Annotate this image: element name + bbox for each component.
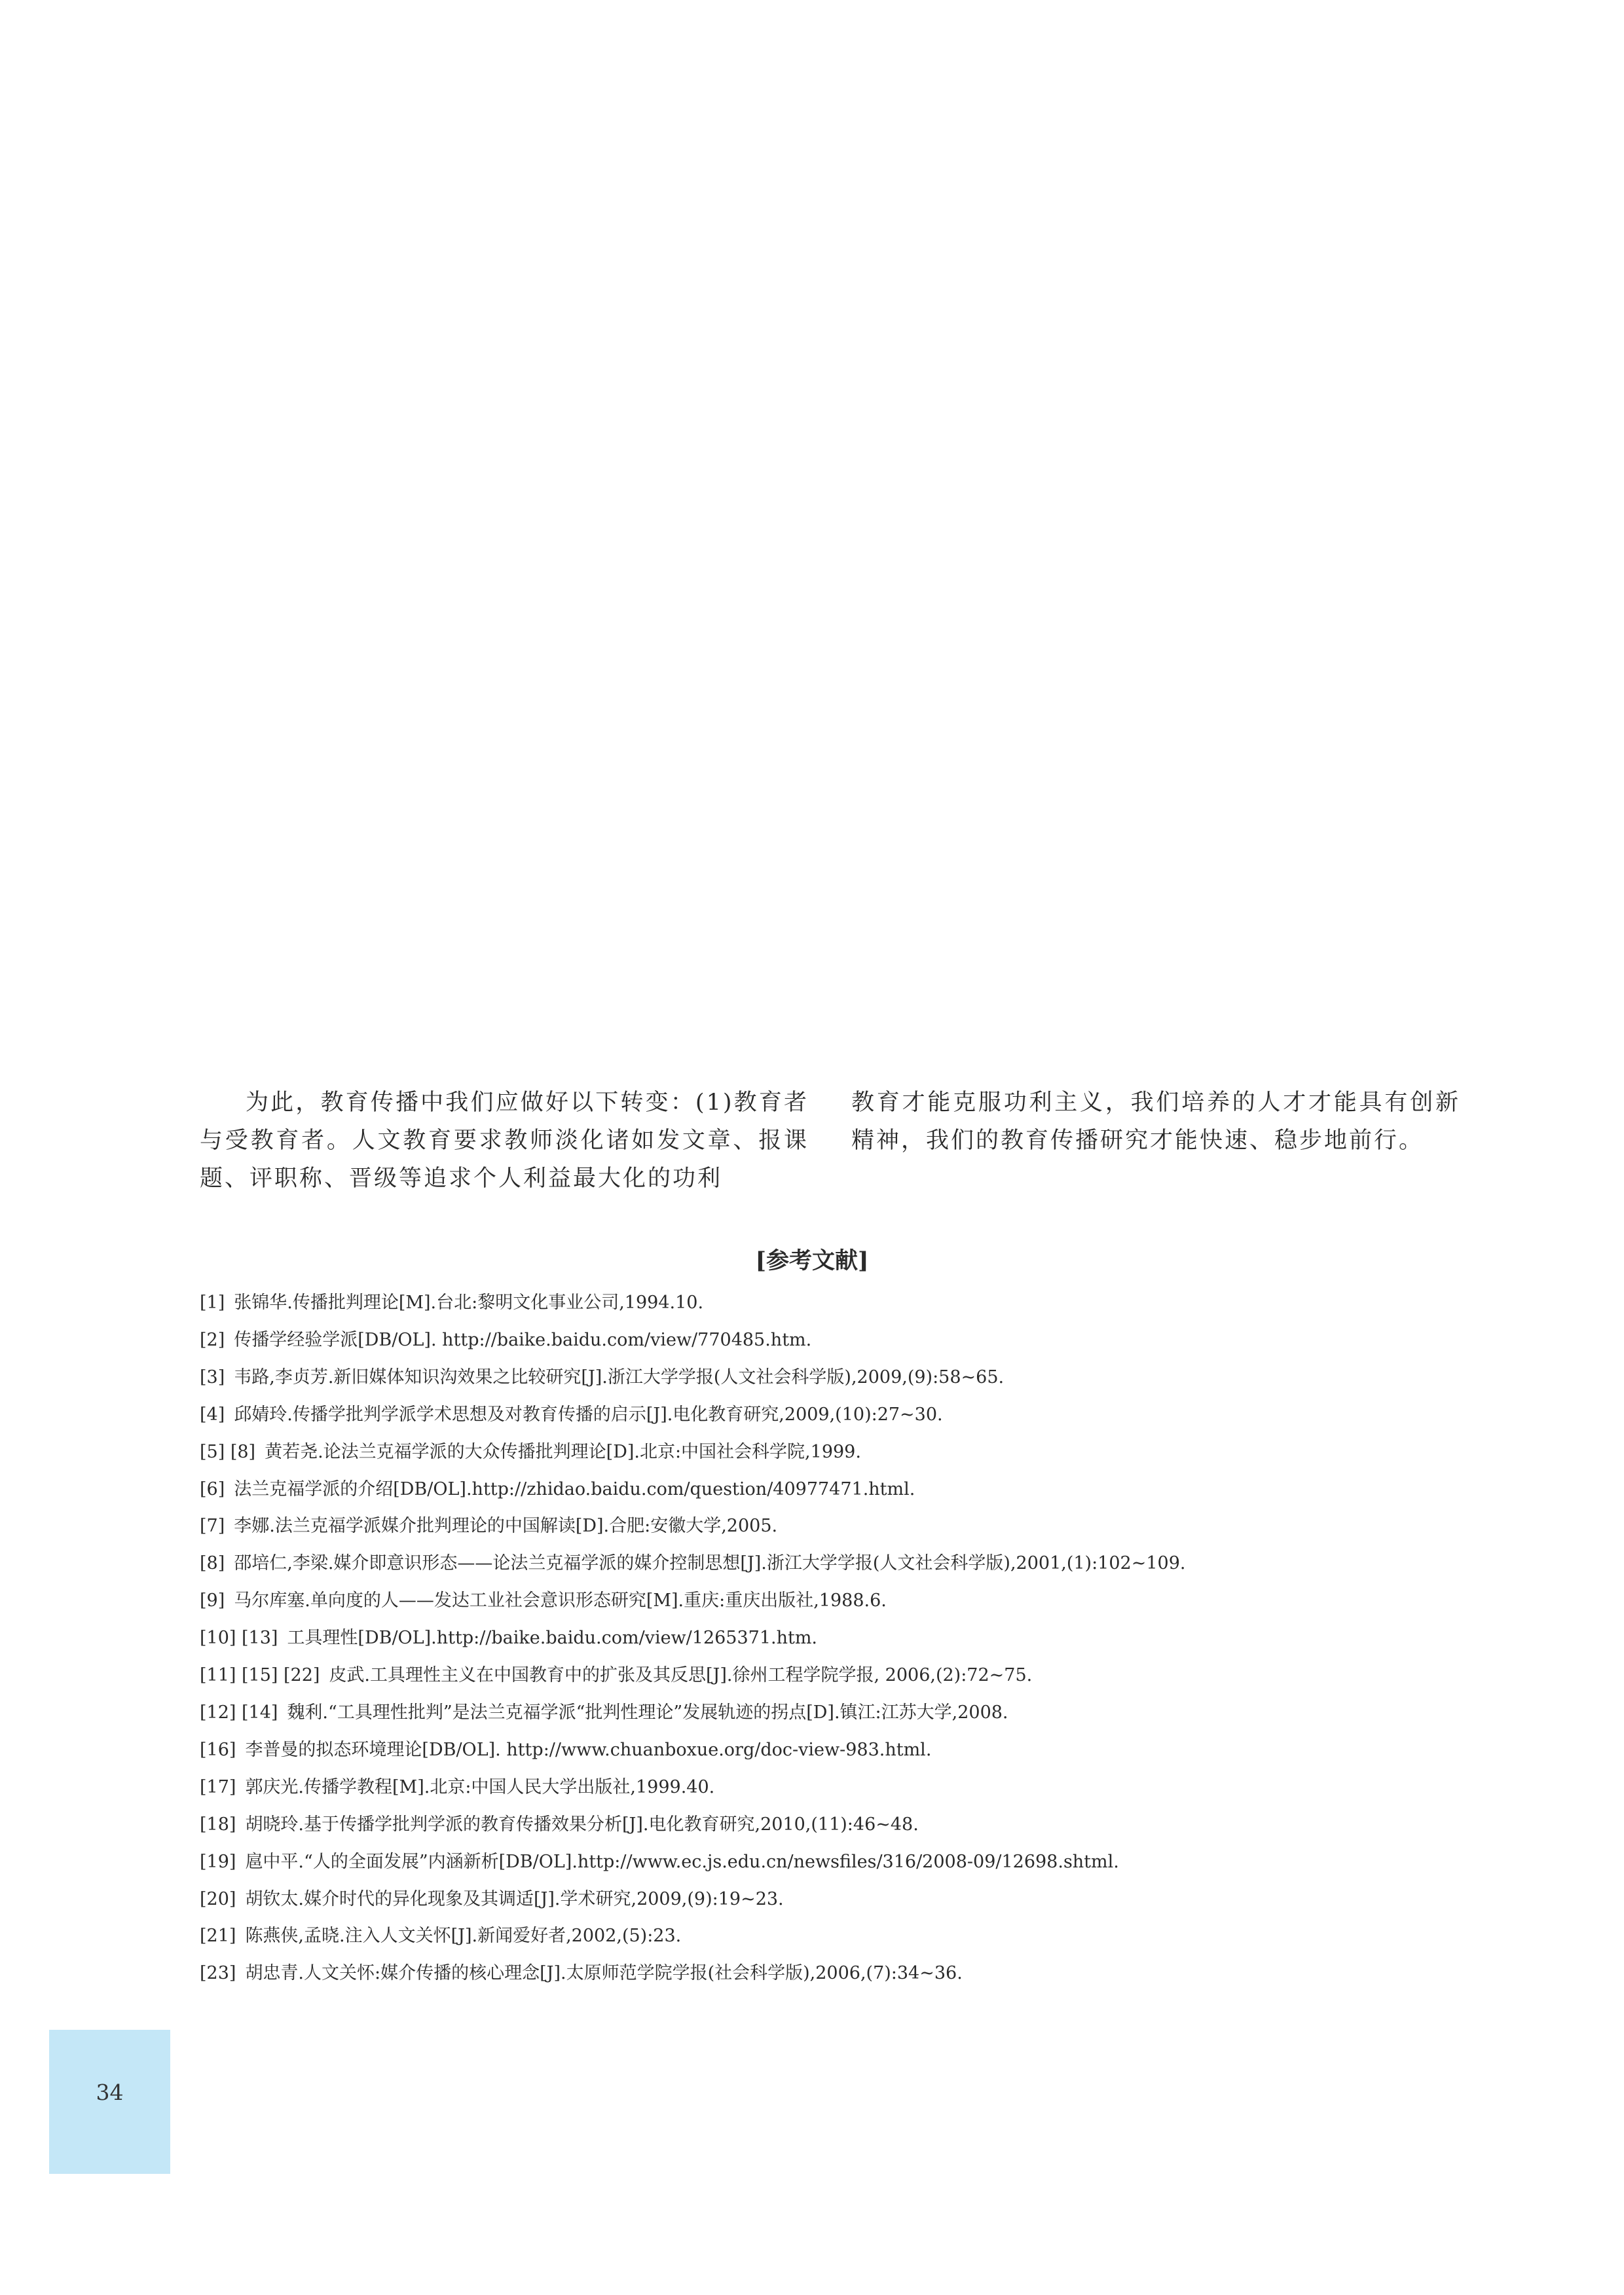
references-heading: [参考文献] bbox=[755, 1247, 869, 1274]
reference-item bbox=[200, 1695, 1470, 1732]
reference-item bbox=[200, 1881, 1470, 1919]
reference-text: 传播学经验学派[DB/OL]. http://baike.baidu.com/view/770485.htm. bbox=[234, 1329, 812, 1350]
reference-text: 马尔库塞.单向度的人——发达工业社会意识形态研究[M].重庆:重庆出版社,1988.6. bbox=[234, 1590, 887, 1611]
reference-number: [17] bbox=[200, 1776, 236, 1797]
reference-item bbox=[200, 1471, 1470, 1509]
reference-item bbox=[200, 1285, 1470, 1322]
reference-item bbox=[200, 1359, 1470, 1397]
body-paragraph-left: 为此，教育传播中我们应做好以下转变：(1)教育者与受教育者。人文教育要求教师淡化诸如发文章、报课题、评职称、晋级等追求个人利益最大化的功利 bbox=[200, 1090, 809, 1192]
reference-number: [8] bbox=[200, 1553, 225, 1574]
reference-number: [3] bbox=[200, 1367, 225, 1387]
reference-text: 邵培仁,李梁.媒介即意识形态——论法兰克福学派的媒介控制思想[J].浙江大学学报(人文社会科学版),2001,(1):102~109. bbox=[234, 1553, 1186, 1574]
reference-item bbox=[200, 1918, 1470, 1955]
reference-item bbox=[200, 1657, 1470, 1695]
reference-item bbox=[200, 1955, 1470, 1992]
reference-item bbox=[200, 1583, 1470, 1620]
reference-text: 李普曼的拟态环境理论[DB/OL]. http://www.chuanboxue.org/doc-view-983.html. bbox=[245, 1739, 932, 1760]
reference-text: 胡钦太.媒介时代的异化现象及其调适[J].学术研究,2009,(9):19~23. bbox=[245, 1888, 784, 1909]
reference-number: [12] [14] bbox=[200, 1702, 278, 1723]
reference-item bbox=[200, 1732, 1470, 1769]
reference-number: [2] bbox=[200, 1329, 225, 1350]
reference-number: [23] bbox=[200, 1963, 236, 1984]
reference-text: 皮武.工具理性主义在中国教育中的扩张及其反思[J].徐州工程学院学报, 2006,(2):72~75. bbox=[329, 1665, 1033, 1686]
reference-item bbox=[200, 1807, 1470, 1844]
reference-text: 黄若尧.论法兰克福学派的大众传播批判理论[D].北京:中国社会科学院,1999. bbox=[265, 1441, 861, 1462]
references-list bbox=[200, 1285, 1470, 1992]
reference-number: [10] [13] bbox=[200, 1628, 278, 1649]
reference-text: 张锦华.传播批判理论[M].台北:黎明文化事业公司,1994.10. bbox=[234, 1293, 704, 1313]
reference-number: [6] bbox=[200, 1478, 225, 1499]
reference-number: [19] bbox=[200, 1851, 236, 1872]
reference-item bbox=[200, 1508, 1470, 1545]
reference-number: [21] bbox=[200, 1926, 236, 1947]
reference-text: 法兰克福学派的介绍[DB/OL].http://zhidao.baidu.com/question/40977471.html. bbox=[234, 1478, 915, 1499]
page-number-tab bbox=[49, 2030, 170, 2174]
reference-number: [7] bbox=[200, 1516, 225, 1537]
reference-number: [1] bbox=[200, 1293, 225, 1313]
reference-number: [16] bbox=[200, 1739, 236, 1760]
reference-number: [5] [8] bbox=[200, 1441, 256, 1462]
reference-item bbox=[200, 1434, 1470, 1471]
reference-text: 韦路,李贞芳.新旧媒体知识沟效果之比较研究[J].浙江大学学报(人文社会科学版),2009,(9):58~65. bbox=[234, 1367, 1005, 1387]
reference-text: 胡晓玲.基于传播学批判学派的教育传播效果分析[J].电化教育研究,2010,(11):46~48. bbox=[245, 1814, 919, 1835]
reference-text: 邱婧玲.传播学批判学派学术思想及对教育传播的启示[J].电化教育研究,2009,(10):27~30. bbox=[234, 1404, 943, 1425]
reference-number: [9] bbox=[200, 1590, 225, 1611]
reference-text: 郭庆光.传播学教程[M].北京:中国人民大学出版社,1999.40. bbox=[245, 1776, 715, 1797]
reference-text: 李娜.法兰克福学派媒介批判理论的中国解读[D].合肥:安徽大学,2005. bbox=[234, 1516, 778, 1537]
reference-number: [20] bbox=[200, 1888, 236, 1909]
reference-item bbox=[200, 1322, 1470, 1359]
reference-item bbox=[200, 1397, 1470, 1434]
reference-number: [11] [15] [22] bbox=[200, 1665, 320, 1686]
reference-item bbox=[200, 1769, 1470, 1807]
reference-text: 魏利.“工具理性批判”是法兰克福学派“批判性理论”发展轨迹的拐点[D].镇江:江苏大学,2008. bbox=[287, 1702, 1008, 1723]
reference-text: 陈燕侠,孟晓.注入人文关怀[J].新闻爱好者,2002,(5):23. bbox=[245, 1926, 682, 1947]
reference-text: 胡忠青.人文关怀:媒介传播的核心理念[J].太原师范学院学报(社会科学版),2006,(7):34~36. bbox=[245, 1963, 963, 1984]
reference-item bbox=[200, 1620, 1470, 1657]
reference-text: 工具理性[DB/OL].http://baike.baidu.com/view/1265371.htm. bbox=[287, 1628, 818, 1649]
reference-item bbox=[200, 1844, 1470, 1881]
reference-number: [18] bbox=[200, 1814, 236, 1835]
reference-text: 扈中平.“人的全面发展”内涵新析[DB/OL].http://www.ec.js.edu.cn/newsfiles/316/2008-09/12698.shtml. bbox=[245, 1851, 1119, 1872]
reference-number: [4] bbox=[200, 1404, 225, 1425]
page-number: 34 bbox=[96, 2080, 124, 2105]
reference-item bbox=[200, 1545, 1470, 1583]
body-paragraph-right: 教育才能克服功利主义，我们培养的人才才能具有创新精神，我们的教育传播研究才能快速、稳步地前行。 bbox=[851, 1090, 1460, 1154]
